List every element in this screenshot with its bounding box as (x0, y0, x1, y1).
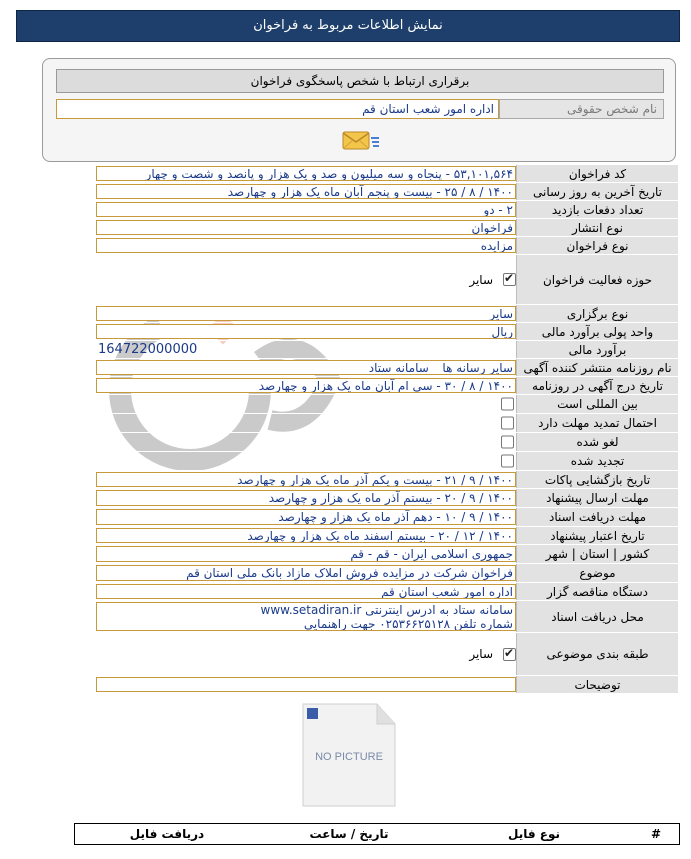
row-call-type (96, 237, 678, 255)
cancelled-checkbox[interactable] (501, 436, 514, 449)
cancelled-label: لغو شده (516, 433, 678, 451)
international-checkbox[interactable] (501, 398, 514, 411)
row-newspaper (96, 359, 678, 377)
renewed-label: تجدید شده (516, 452, 678, 470)
row-ad-date (96, 377, 678, 395)
col-download: دریافت فایل (129, 827, 205, 841)
legal-person-row (56, 99, 664, 119)
currency-value: ریال (96, 324, 516, 339)
row-last-update (96, 183, 678, 201)
renewed-checkbox[interactable] (501, 455, 514, 468)
page-title: نمایش اطلاعات مربوط به فراخوان (16, 10, 680, 42)
notes-value (96, 677, 516, 692)
code-label: کد فراخوان (516, 165, 678, 182)
row-renewed (96, 452, 678, 471)
last-update-label: تاریخ آخرین به روز رسانی (516, 183, 678, 200)
docs-place-label: محل دریافت اسناد (516, 601, 678, 632)
category-label: طبقه بندی موضوعی (516, 633, 678, 675)
col-date-time: تاریخ / ساعت (309, 827, 389, 841)
row-visits (96, 201, 678, 219)
opening-date-value: ۲۱ / ۹ / ۱۴۰۰ - بیست و یکم آذر ماه یک هزار و چهارصد (96, 472, 516, 487)
docs-place-value (96, 602, 516, 631)
last-update-value: ۲۵ / ۸ / ۱۴۰۰ - بیست و پنجم آبان ماه یک هزار و چهارصد (96, 184, 516, 199)
docs-deadline-value: ۱۰ / ۹ / ۱۴۰۰ - دهم آذر ماه یک هزار و چهارصد (96, 509, 516, 525)
organizer-value: اداره امور شعب استان قم (96, 584, 516, 599)
col-file-type: نوع فایل (508, 827, 560, 841)
row-organizer (96, 583, 678, 601)
call-type-label: نوع فراخوان (516, 237, 678, 254)
docs-place-line1: سامانه ستاد به ادرس اینترنتی www.setadiran.ir (260, 603, 513, 617)
location-value: جمهوری اسلامی ایران - قم - قم (96, 546, 516, 562)
subject-label: موضوع (516, 564, 678, 582)
col-number: # (650, 827, 661, 841)
activity-scope-label: حوزه فعالیت فراخوان (516, 255, 678, 304)
row-docs-place (96, 601, 678, 633)
row-cancelled (96, 433, 678, 452)
category-checkbox[interactable] (503, 648, 516, 661)
visits-label: تعداد دفعات بازدید (516, 201, 678, 218)
ad-date-value: ۳۰ / ۸ / ۱۴۰۰ - سی ام آبان ماه یک هزار و چهارصد (96, 378, 516, 393)
organizer-label: دستگاه مناقصه گزار (516, 583, 678, 600)
visits-value: ۲ - دو (96, 202, 516, 217)
row-extension (96, 414, 678, 433)
international-label: بین المللی است (516, 395, 678, 413)
submit-deadline-label: مهلت ارسال پیشنهاد (516, 489, 678, 507)
publish-type-value: فراخوان (96, 220, 516, 235)
row-submit-deadline (96, 489, 678, 508)
opening-date-label: تاریخ بازگشایی پاکات (516, 471, 678, 488)
row-docs-deadline (96, 508, 678, 527)
estimate-label: برآورد مالی (516, 341, 678, 358)
hold-type-label: نوع برگزاری (516, 305, 678, 322)
row-activity-scope (96, 255, 678, 305)
currency-label: واحد پولی برآورد مالی (516, 323, 678, 340)
row-opening-date (96, 471, 678, 489)
extension-label: احتمال تمدید مهلت دارد (516, 414, 678, 432)
contact-title: برقراری ارتباط با شخص پاسخگوی فراخوان (56, 69, 664, 93)
code-value: ۵۳,۱۰۱,۵۶۴ - پنجاه و سه میلیون و صد و یک هزار و پانصد و شصت و چهار (96, 166, 516, 181)
docs-deadline-label: مهلت دریافت اسناد (516, 508, 678, 526)
row-subject (96, 564, 678, 583)
row-publish-type (96, 219, 678, 237)
location-label: کشور | استان | شهر (516, 545, 678, 563)
no-picture-text: NO PICTURE (315, 751, 383, 763)
contact-panel (42, 58, 676, 162)
call-type-value: مزایده (96, 238, 516, 253)
activity-scope-text: سایر (469, 272, 493, 287)
activity-scope-value (96, 256, 516, 303)
subject-value: فراخوان شرکت در مزایده فروش املاک مازاد بانک ملی استان قم (96, 565, 516, 581)
row-validity-date (96, 527, 678, 545)
hold-type-value: سایر (96, 306, 516, 321)
notes-label: توضیحات (516, 676, 678, 693)
row-location (96, 545, 678, 564)
no-picture-image (299, 700, 399, 810)
row-international (96, 395, 678, 414)
envelope-icon[interactable] (341, 129, 381, 153)
row-estimate (96, 341, 678, 359)
row-notes (96, 676, 678, 694)
row-category (96, 633, 678, 676)
row-hold-type (96, 305, 678, 323)
publish-type-label: نوع انتشار (516, 219, 678, 236)
newspaper-label: نام روزنامه منتشر کننده آگهی (516, 359, 678, 376)
activity-scope-checkbox[interactable] (503, 273, 516, 286)
files-table-header (74, 823, 680, 845)
legal-person-value: اداره امور شعب استان قم (56, 99, 499, 119)
legal-person-label: نام شخص حقوقی (499, 99, 664, 119)
row-currency (96, 323, 678, 341)
estimate-value: 164722000000 (98, 342, 198, 357)
validity-date-label: تاریخ اعتبار پیشنهاد (516, 527, 678, 544)
category-text: سایر (469, 647, 493, 661)
row-code (96, 165, 678, 183)
validity-date-value: ۲۰ / ۱۲ / ۱۴۰۰ - بیستم اسفند ماه یک هزار و چهارصد (96, 528, 516, 543)
tender-details-table (96, 165, 678, 694)
docs-place-line2: شماره تلفن ۰۲۵۳۶۶۲۵۱۲۸ جهت راهنمایی (303, 617, 513, 631)
newspaper-value: سایر رسانه ها _ سامانه ستاد (96, 360, 516, 375)
submit-deadline-value: ۲۰ / ۹ / ۱۴۰۰ - بیستم آذر ماه یک هزار و چهارصد (96, 490, 516, 506)
ad-date-label: تاریخ درج آگهی در روزنامه (516, 377, 678, 394)
category-value (96, 634, 516, 674)
extension-checkbox[interactable] (501, 417, 514, 430)
